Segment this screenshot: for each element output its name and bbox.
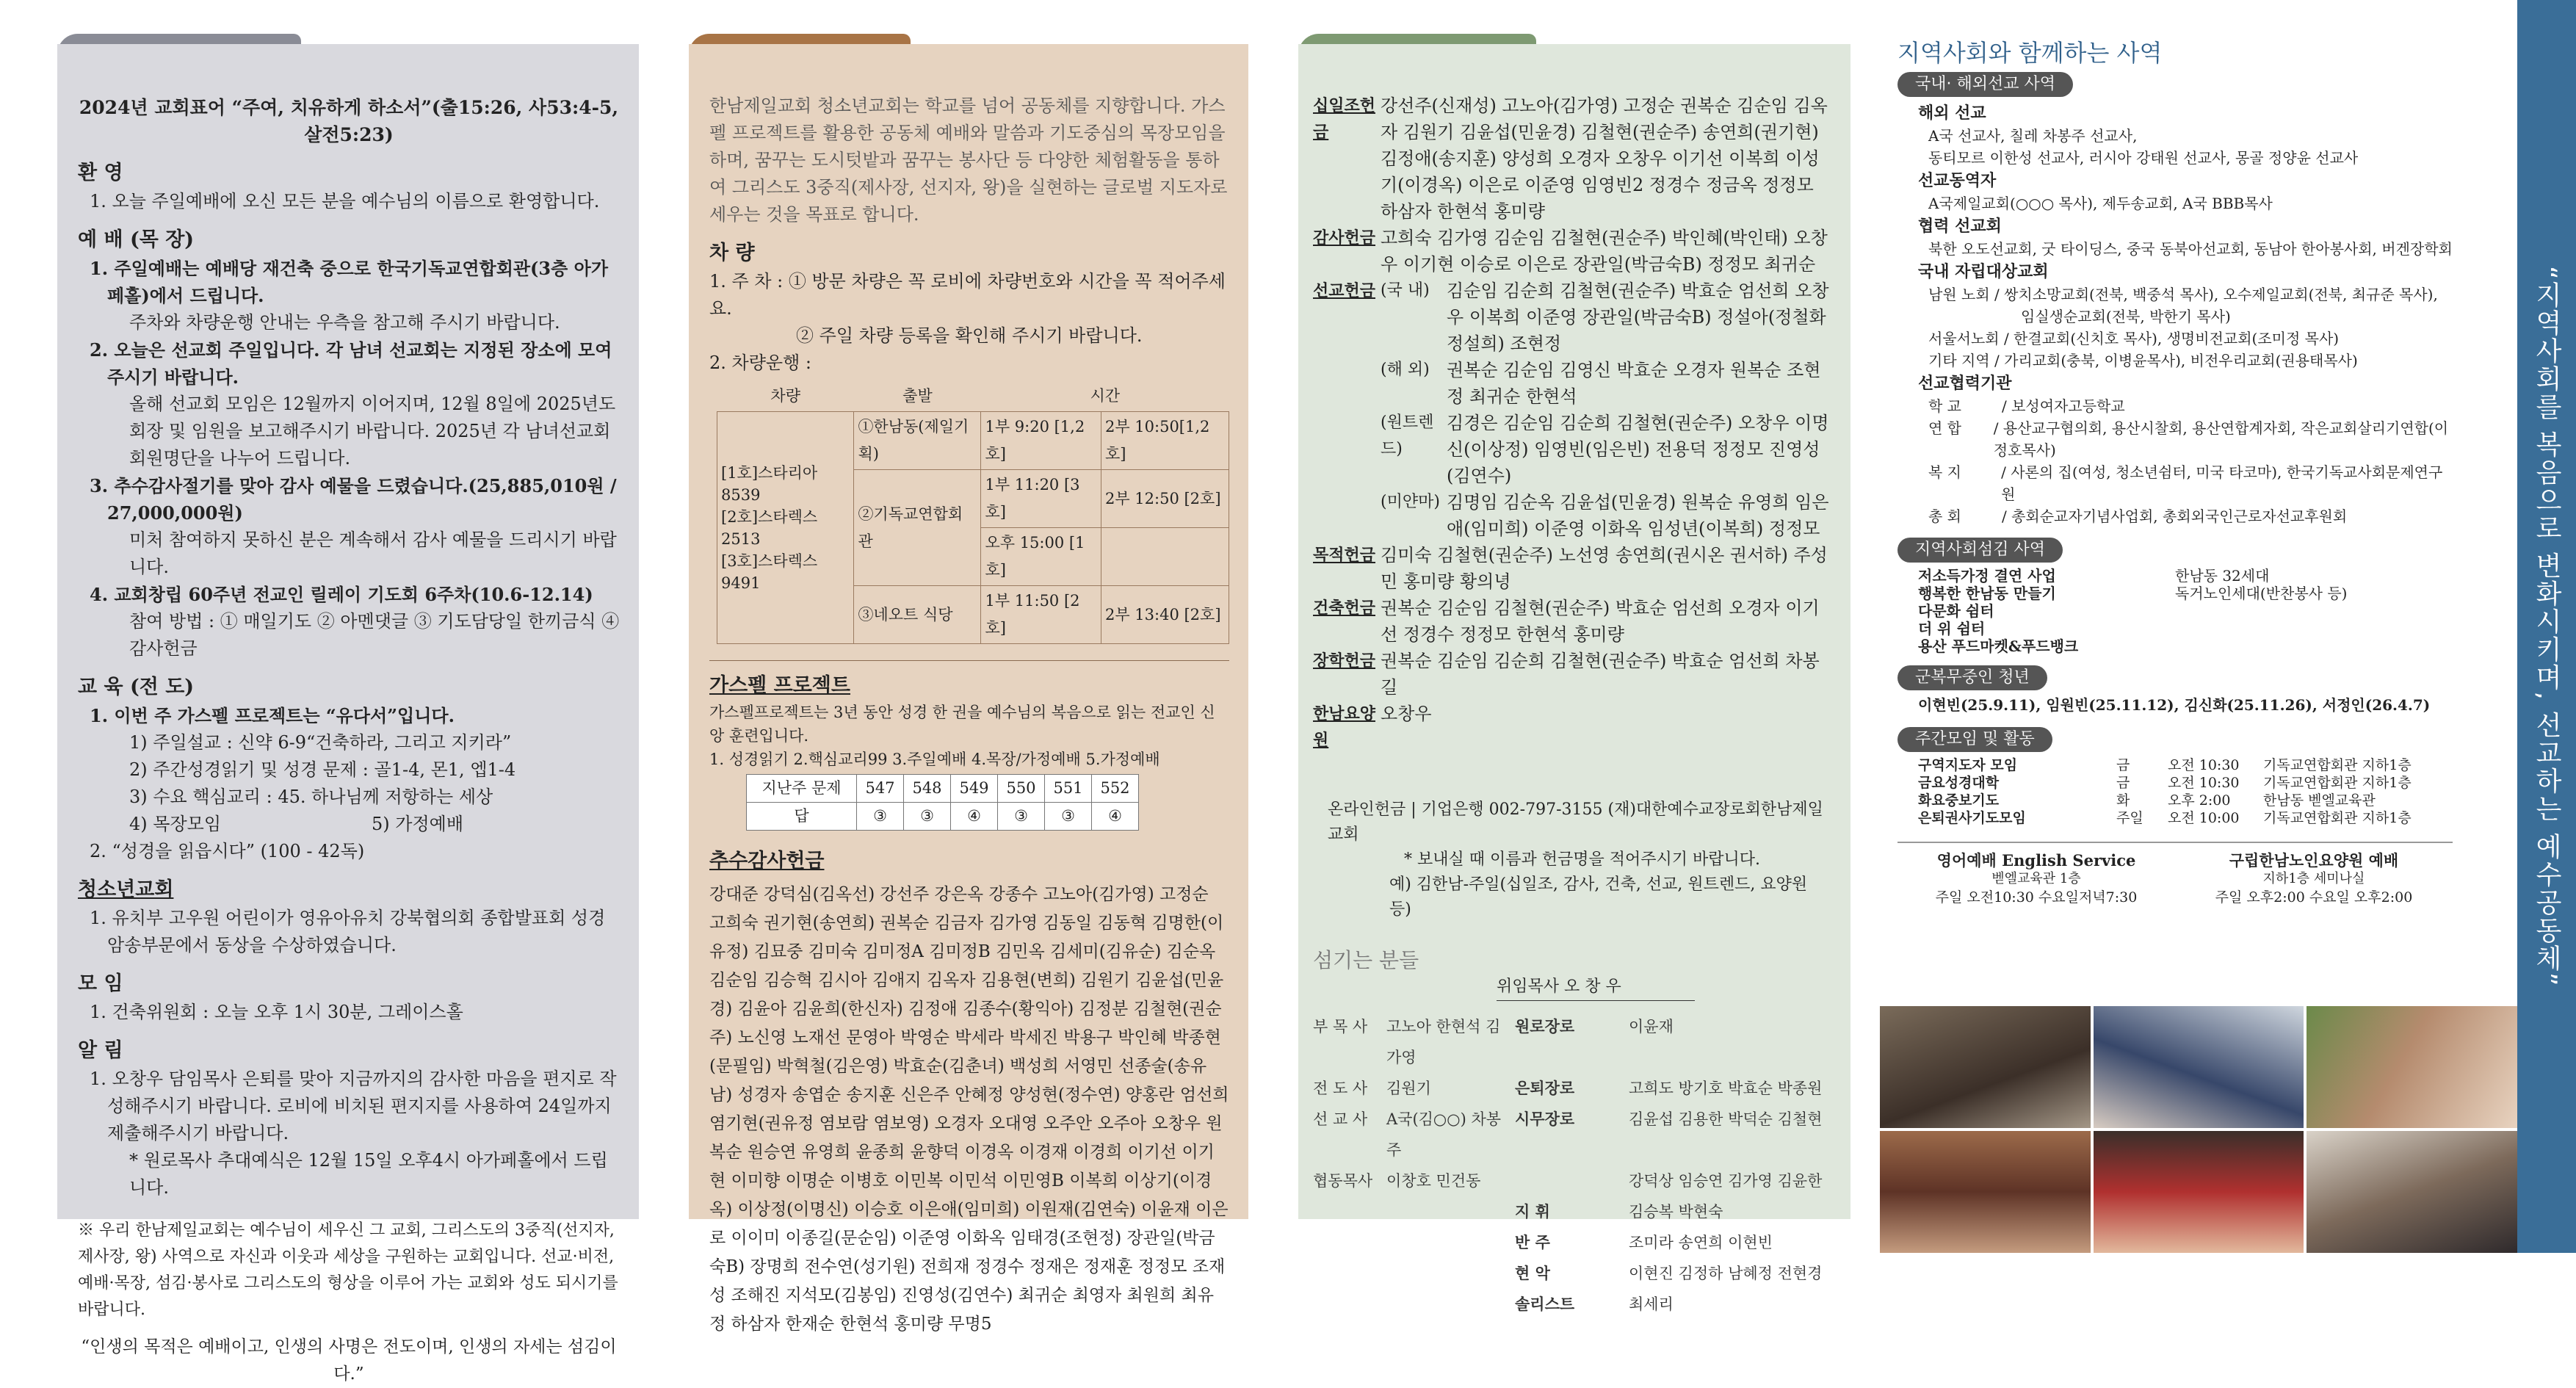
offering-category [1313, 357, 1381, 410]
notice-text: 1. 오창우 담임목사 은퇴를 맞아 지금까지의 감사한 마음을 편지로 작성해주시기 바랍니다. 로비에 비치된 편지지를 사용하여 24일까지 제출해주시기 바랍니다. [90, 1069, 617, 1143]
institution-names: / 보성여자고등학교 [2002, 397, 2125, 415]
domestic-text: 남원 노회 / 쌍치소망교회(전북, 백중석 목사), 오수제일교회(전북, 최규준 목사), [1928, 286, 2438, 303]
offering-row [1313, 410, 1831, 489]
worship-item: 1. 주일예배는 예배당 재건축 중으로 한국기독교연합회관(3층 아가페홀)에서 드립니다. [90, 258, 609, 306]
offering-row [1313, 278, 1831, 357]
education-item: 1) 주일설교 : 신약 6-9“건축하라, 그리고 지키라” [129, 732, 512, 753]
notice-text: * 원로목사 추대예식은 12월 15일 오후4시 아가페홀에서 드립니다. [129, 1150, 608, 1198]
offering-row [1313, 489, 1831, 542]
institution-row [1918, 505, 2453, 527]
local-service-pill: 지역사회섬김 사역 [1897, 538, 2063, 563]
local-service-list [1897, 567, 2453, 655]
offering-category [1313, 489, 1381, 542]
local-detail: 한남동 32세대 [2175, 567, 2270, 585]
mission-text: 동티모르 이한성 선교사, 러시아 강태원 선교사, 몽골 정양윤 선교사 [1928, 149, 2359, 167]
weekly-cell: 금 [2116, 775, 2130, 791]
server-names: 이현진 김정하 남혜정 전현경 [1629, 1265, 1823, 1282]
offering-category: 건축헌금 [1313, 599, 1376, 618]
welcome-heading: 환 영 [78, 162, 123, 184]
youth-text: 1. 유치부 고우원 어린이가 영유아유치 강북협의회 종합발표회 성경암송부문에서 동상을 수상하였습니다. [90, 908, 606, 955]
photo-worship [1880, 1006, 2091, 1128]
special-services [1897, 850, 2453, 908]
education-item: 1. 이번 주 가스펠 프로젝트는 “유다서”입니다. [90, 705, 455, 726]
server-role: 부 목 사 [1313, 1018, 1368, 1035]
worship-item: 참여 방법 : ① 매일기도 ② 아멘댓글 ③ 기도담당일 한끼금식 ④ 감사헌금 [129, 611, 620, 659]
server-role: 현 악 [1515, 1264, 1550, 1282]
server-role: 반 주 [1515, 1233, 1550, 1251]
offering-category [1313, 410, 1381, 489]
server-role: 전 도 사 [1313, 1080, 1368, 1097]
weekly-cell: 화 [2116, 792, 2130, 809]
soldiers-pill: 군복무중인 청년 [1897, 665, 2047, 690]
offering-names: 김명임 김순옥 김윤섭(민윤경) 원복순 유영희 임은애(임미희) 이준영 이화옥 임성년(이복희) 정정모 [1447, 492, 1829, 539]
server-names: 김원기 [1386, 1080, 1431, 1097]
worship-item: 3. 추수감사절기를 맞아 감사 예물을 드렸습니다.(25,885,010원 / 27,000,000원) [90, 475, 617, 524]
server-role [1313, 1196, 1386, 1227]
partner-heading: 협력 선교회 [1918, 217, 2002, 236]
welcome-text: 1. 오늘 주일예배에 오신 모든 분을 예수님의 이름으로 환영합니다. [90, 191, 600, 212]
offering-names: 권복순 김순임 김철현(권순주) 박효순 엄선희 오경자 이기선 정경수 정정모 한현석 홍미량 [1381, 598, 1820, 645]
offering-names: 오창우 [1381, 704, 1432, 724]
server-role [1313, 1289, 1386, 1320]
offering-row [1313, 701, 1831, 753]
vehicle-schedule-table: 차량 출발 시간 [1호]스타리아 8539 [2호]스타렉스 2513 [3호]스타렉스 9491 ①한남동(제일기획) 1부 9:20 [1,2호] 2부 10:50[1,2호] ②기독교연합회관 1부 11:20 [3호] 2부 12:50 [2호] 오후 15:00 [1호] ③네오트 식당 1부 11:50 [2호] 2부 13:40 [2호] [717, 381, 1229, 644]
offering-category: 목적헌금 [1313, 546, 1376, 565]
server-role [1313, 1227, 1386, 1258]
education-item: 2) 주간성경읽기 및 성경 문제 : 골1-4, 몬1, 엡1-4 [129, 759, 516, 780]
parking-text-2: ② 주일 차량 등록을 확인해 주시기 바랍니다. [796, 325, 1143, 346]
local-row [1918, 602, 2453, 620]
local-detail: 독거노인세대(반찬봉사 등) [2175, 585, 2348, 602]
offering-row [1313, 648, 1831, 701]
offering-row [1313, 357, 1831, 410]
server-names: 고희도 방기호 박효순 박종원 [1629, 1080, 1823, 1097]
server-names: 이윤재 [1629, 1018, 1674, 1035]
meeting-heading: 모 임 [78, 972, 123, 995]
soldiers-list: 이현빈(25.9.11), 임원빈(25.11.12), 김신화(25.11.26), 서정인(26.4.7) [1918, 696, 2431, 714]
photo-group [2094, 1006, 2304, 1128]
weekly-cell: 금요성경대학 [1918, 775, 2000, 791]
vertical-slogan: “지역사회를 복음으로 변화시키며, 선교하는 예수공동체” [2531, 265, 2562, 988]
weekly-cell: 구역지도자 모임 [1918, 757, 2018, 773]
server-role [1515, 1165, 1629, 1196]
weekly-cell: 오후 2:00 [2168, 792, 2231, 809]
youth-church-panel [689, 44, 1248, 1334]
worship-item: 미처 참여하지 못하신 분은 계속해서 감사 예물을 드리시기 바랍니다. [129, 529, 617, 577]
nursing-service-location: 지하1층 세미나실 [2262, 871, 2365, 886]
server-role: 원로장로 [1515, 1017, 1575, 1035]
photo-outdoor [2307, 1006, 2517, 1128]
server-names [1386, 1258, 1515, 1289]
vehicle-list: [1호]스타리아 8539 [2호]스타렉스 2513 [3호]스타렉스 9491 [717, 412, 854, 644]
parking-text: 1. 주 차 : ① 방문 차량은 꼭 로비에 차량번호와 시간을 꼭 적어주세요. [709, 271, 1226, 319]
offering-category: 감사헌금 [1313, 228, 1376, 247]
weekly-row [1918, 809, 2453, 827]
church-vision: ※ 우리 한남제일교회는 예수님이 세우신 그 교회, 그리스도의 3중직(선지자, 제사장, 왕) 사역으로 자신과 이웃과 세상을 구원하는 교회입니다. 선교·비전, 예배·목장, 섬김·봉사로 그리스도의 형상을 이루어 가는 교회와 성도 되시기를 바랍니다. [78, 1221, 618, 1319]
server-role: 지 휘 [1515, 1202, 1550, 1221]
offering-row [1313, 542, 1831, 595]
year-motto: 2024년 교회표어 “주여, 치유하게 하소서”(출15:26, 사53:4-5, 살전5:23) [79, 97, 619, 145]
server-names [1386, 1196, 1515, 1227]
offering-names: 권복순 김순임 김영신 박효순 오경자 원복순 조현정 최귀순 한현석 [1447, 360, 1821, 407]
institution-type: 연 합 [1928, 419, 1961, 437]
weekly-cell: 주일 [2116, 810, 2143, 826]
vehicle-operation: 2. 차량운행 : [709, 353, 811, 373]
weekly-cell: 은퇴권사기도모임 [1918, 810, 2026, 826]
local-row [1918, 585, 2453, 602]
offerings-panel [1298, 44, 1850, 1313]
photo-stage [2094, 1131, 2304, 1253]
offering-category: 십일조헌금 [1313, 96, 1376, 142]
offering-category: 선교헌금 [1313, 281, 1376, 300]
english-service-title: 영어예배 English Service [1936, 851, 2136, 870]
coworker-heading: 선교동역자 [1918, 171, 1997, 190]
mission-heading: 해외 선교 [1918, 104, 1986, 123]
thanksgiving-names: 강대준 강덕심(김옥선) 강선주 강은옥 강종수 고노아(김가영) 고정순 고희숙 권기현(송연희) 권복순 김금자 김가영 김동일 김동혁 김명한(이유정) 김묘중 김미숙 김미정A 김미정B 김민옥 김세미(김유순) 김순옥 김순임 김승혁 김시아 김애지 김옥자 김용현(변희) 김원기 김윤섭(민윤경) 김윤아 김윤희(한신자) 김정애 김종수(황익아) 김정분 김철현(권순주) 노신영 노재선 문영아 박영순 박세라 박세진 박용구 박인혜 박종현(문필임) 박혁철(김은영) 박효순(김춘녀) 백성희 서영민 선종술(송유남) 성경자 송엽순 송지훈 신은주 안혜정 양성현(정수연) 양홍란 엄선희 염기현(권유정 염보람 염보영) 오경자 오대영 오주안 오주아 오창우 원복순 원승연 유영희 윤종희 윤향덕 이경옥 이경재 이경희 이기선 이기현 이미향 이명순 이병호 이민복 이민석 이민영B 이복희 이상기(이경옥) 이상정(이명신) 이승호 이은애(임미희) 이원재(김연숙) 이윤재 이은로 이이미 이종길(문순임) 이준영 이화옥 임태경(조현정) 장관일(박금숙B) 장명희 전수연(성기원) 전희재 정경수 정재은 정재훈 정정모 조재성 조해진 지석모(김봉임) 진영성(김연수) 최귀순 최영자 최원희 최유정 하삼자 한재순 한현석 홍미량 무명5 [709, 885, 1229, 1334]
institution-list [1918, 395, 2453, 527]
weekly-cell: 오전 10:30 [2168, 775, 2240, 791]
offering-subcategory: (미얀마) [1381, 493, 1440, 511]
local-name: 더 위 쉼터 [1918, 620, 1986, 637]
institution-heading: 선교협력기관 [1918, 374, 2012, 393]
church-quote: “인생의 목적은 예배이고, 인생의 사명은 전도이며, 인생의 자세는 섬김이다.” [81, 1337, 617, 1384]
offering-list [1313, 93, 1831, 753]
offering-subcategory: (국 내) [1381, 281, 1430, 300]
server-names: 고노아 한현석 김가영 [1386, 1018, 1501, 1066]
server-role: 시무장로 [1515, 1110, 1575, 1128]
weekly-cell: 기독교연합회관 지하1층 [2263, 757, 2412, 773]
notice-heading: 알 림 [78, 1039, 123, 1062]
server-names: A국(김○○) 차봉주 [1386, 1110, 1502, 1159]
weekly-cell: 기독교연합회관 지하1층 [2263, 810, 2412, 826]
institution-names: / 총회순교자기념사업회, 총회외국인근로자선교후원회 [2002, 507, 2348, 525]
server-names: 김승복 박현숙 [1629, 1203, 1723, 1221]
server-names [1386, 1227, 1515, 1258]
offering-subcategory: (원트렌드) [1381, 413, 1434, 458]
local-name: 용산 푸드마켓&푸드뱅크 [1918, 637, 2079, 655]
offering-names: 김경은 김순임 김순희 김철현(권순주) 오창우 이명신(이상정) 임영빈(임은빈) 전용덕 정정모 진영성(김연수) [1447, 413, 1829, 486]
offering-category: 장학헌금 [1313, 651, 1376, 670]
institution-row [1918, 461, 2453, 505]
local-name: 다문화 쉼터 [1918, 602, 1994, 620]
offering-row [1313, 595, 1831, 648]
worship-item: 4. 교회창립 60주년 전교인 릴레이 기도회 6주차(10.6-12.14) [90, 584, 593, 605]
nursing-service-time: 주일 오후2:00 수요일 오후2:00 [2215, 889, 2413, 906]
weekly-row [1918, 756, 2453, 774]
institution-names: / 용산교구협의회, 용산시찰회, 용산연합계자회, 작은교회살리기연합(이정호목사) [1993, 419, 2449, 459]
photo-gathering [1880, 1131, 2091, 1253]
server-names: 조미라 송연희 이현빈 [1629, 1234, 1773, 1251]
youth-intro: 한남제일교회 청소년교회는 학교를 넘어 공동체를 지향합니다. 가스펠 프로젝트를 활용한 공동체 예배와 말씀과 기도중심의 목장모임을 하며, 꿈꾸는 도시텃밭과 꿈꾸는 봉사단 등 다양한 체험활동을 통하여 그리스도 3중직(제사장, 선지자, 왕)을 실현하는 글로벌 지도자로 세우는 것을 목표로 합니다. [709, 95, 1228, 225]
weekly-cell: 화요중보기도 [1918, 792, 2000, 809]
worship-item: 주차와 차량운행 안내는 우측을 참고해 주시기 바랍니다. [129, 312, 560, 333]
education-item: 3) 수요 핵심교리 : 45. 하나님께 저항하는 세상 [129, 787, 493, 807]
mission-pill: 국내· 해외선교 사역 [1897, 72, 2073, 97]
weekly-list [1897, 756, 2453, 827]
mission-text: A국 선교사, 칠레 차봉주 선교사, [1928, 127, 2138, 145]
offering-row [1313, 225, 1831, 278]
server-names [1386, 1289, 1515, 1320]
server-names: 이창호 민건동 [1386, 1172, 1481, 1190]
online-giving: 온라인헌금 | 기업은행 002-797-3155 (재)대한예수교장로회한남제일교회 * 보내실 때 이름과 헌금명을 적어주시기 바랍니다. 예) 김한남-주일(십일조, 감사, 건축, 선교, 원트렌드, 요양원 등) [1328, 800, 1823, 919]
domestic-text: 서울서노회 / 한결교회(신치호 목사), 생명비전교회(조미정 목사) [1928, 330, 2340, 347]
education-heading: 교 육 (전 도) [78, 676, 195, 698]
meeting-text: 1. 건축위원회 : 오늘 오후 1시 30분, 그레이스홀 [90, 1002, 463, 1022]
offering-names: 김순임 김순희 김철현(권순주) 박효순 엄선희 오창우 이복희 이준영 장관일(박금숙B) 정설아(정철화 정설희) 조현정 [1447, 281, 1829, 354]
english-service-location: 벧엘교육관 1층 [1991, 871, 2081, 886]
english-service-time: 주일 오전10:30 수요일저녁7:30 [1935, 889, 2138, 906]
gospel-project-text: 가스펠프로젝트는 3년 동안 성경 한 권을 예수님의 복음으로 읽는 전교인 신앙 훈련입니다. [709, 704, 1215, 745]
servers-grid [1313, 1011, 1831, 1320]
offering-names: 강선주(신재성) 고노아(김가영) 고정순 권복순 김순임 김옥자 김원기 김윤섭(민윤경) 김철현(권순주) 송연희(권기현) 김정애(송지훈) 양성희 오경자 오창우 이기선 이복희 이성기(이경옥) 이은로 이준영 임영빈2 정경수 정금옥 정정모 하삼자 한현석 홍미량 [1381, 95, 1828, 222]
institution-row [1918, 417, 2453, 461]
offering-names: 김미숙 김철현(권순주) 노선영 송연희(권시온 권서하) 주성민 홍미량 황의녕 [1381, 545, 1828, 592]
nursing-service-title: 구립한남노인요양원 예배 [2229, 851, 2399, 870]
domestic-text: 기타 지역 / 가리교회(충북, 이병윤목사), 비전우리교회(권용태목사) [1928, 352, 2358, 369]
weekly-cell: 금 [2116, 757, 2130, 773]
youth-heading: 청소년교회 [78, 878, 174, 901]
domestic-heading: 국내 자립대상교회 [1918, 262, 2049, 281]
gospel-project-steps: 1. 성경읽기 2.핵심교리99 3.주일예배 4.목장/가정예배 5.가정예배 [709, 751, 1160, 768]
server-role [1313, 1258, 1386, 1289]
servers-heading: 섬기는 분들 [1313, 948, 1419, 972]
offering-names: 권복순 김순임 김순희 김철현(권순주) 박효순 엄선희 차봉길 [1381, 651, 1820, 698]
institution-row [1918, 395, 2453, 417]
photo-congregation [2307, 1131, 2517, 1253]
server-names: 최세리 [1629, 1295, 1674, 1313]
coworker-text: A국제일교회(○○○ 목사), 제두송교회, A국 BBB목사 [1928, 195, 2273, 212]
senior-pastor: 위임목사 오 창 우 [1497, 974, 1695, 1001]
weekly-pill: 주간모임 및 활동 [1897, 727, 2052, 752]
weekly-cell: 한남동 벧엘교육관 [2263, 792, 2376, 809]
offering-names: 고희숙 김가영 김순임 김철현(권순주) 박인혜(박인태) 오창우 이기현 이승로 이은로 장관일(박금숙B) 정정모 최귀순 [1381, 228, 1828, 275]
photo-collage [1880, 1006, 2517, 1253]
community-title: 지역사회와 함께하는 사역 [1897, 39, 2163, 67]
institution-names: / 사론의 집(여성, 청소년쉼터, 미국 타코마), 한국기독교사회문제연구원 [2001, 463, 2443, 503]
quiz-table: 지난주 문제 547 548 549 550 551 552 답 ③ ③ ④ ③ ③ ④ [746, 774, 1139, 831]
local-row [1918, 620, 2453, 637]
worship-heading: 예 배 (목 장) [78, 228, 195, 251]
gospel-project-heading: 가스펠 프로젝트 [709, 674, 850, 697]
vertical-banner [2517, 0, 2576, 1253]
server-names: 김윤섭 김용한 박덕순 김철현 [1629, 1110, 1823, 1128]
local-row [1918, 567, 2453, 585]
local-name: 저소득가정 결연 사업 [1918, 567, 2056, 585]
server-role: 솔리스트 [1515, 1295, 1575, 1313]
weekly-cell: 기독교연합회관 지하1층 [2263, 775, 2412, 791]
partner-text: 북한 오도선교회, 굿 타이딩스, 중국 동북아선교회, 동남아 한아봉사회, 버겐장학회 [1928, 240, 2453, 258]
server-role: 은퇴장로 [1515, 1079, 1575, 1097]
offering-subcategory: (해 외) [1381, 361, 1430, 379]
offering-category: 한남요양원 [1313, 704, 1376, 750]
server-role: 협동목사 [1313, 1172, 1373, 1190]
weekly-row [1918, 792, 2453, 809]
worship-item: 2. 오늘은 선교회 주일입니다. 각 남녀 선교회는 지정된 장소에 모여주시기 바랍니다. [90, 339, 612, 388]
institution-type: 학 교 [1928, 397, 1961, 415]
weekly-row [1918, 774, 2453, 792]
institution-type: 복 지 [1928, 463, 1961, 481]
church-news-panel [57, 44, 639, 1384]
thanksgiving-heading: 추수감사헌금 [709, 850, 825, 872]
local-name: 행복한 한남동 만들기 [1918, 585, 2056, 602]
vehicle-heading: 차 량 [709, 242, 755, 264]
weekly-cell: 오전 10:00 [2168, 810, 2240, 826]
education-item-row: 4) 목장모임 5) 가정예배 [129, 814, 463, 834]
institution-type: 총 회 [1928, 507, 1961, 525]
domestic-text: 임실생순교회(전북, 박한기 목사) [2021, 308, 2231, 325]
education-item: 2. “성경을 읽읍시다” (100 - 42독) [90, 841, 365, 861]
worship-item: 올해 선교회 모임은 12월까지 이어지며, 12월 8일에 2025년도 회장 및 임원을 보고해주시기 바랍니다. 2025년 각 남녀선교회 회원명단을 나누어 드립니다. [129, 394, 616, 469]
server-names: 강덕상 임승연 김가영 김윤한 [1629, 1172, 1823, 1190]
weekly-cell: 오전 10:30 [2168, 757, 2240, 773]
local-row [1918, 637, 2453, 655]
offering-row [1313, 93, 1831, 225]
server-role: 선 교 사 [1313, 1110, 1368, 1128]
